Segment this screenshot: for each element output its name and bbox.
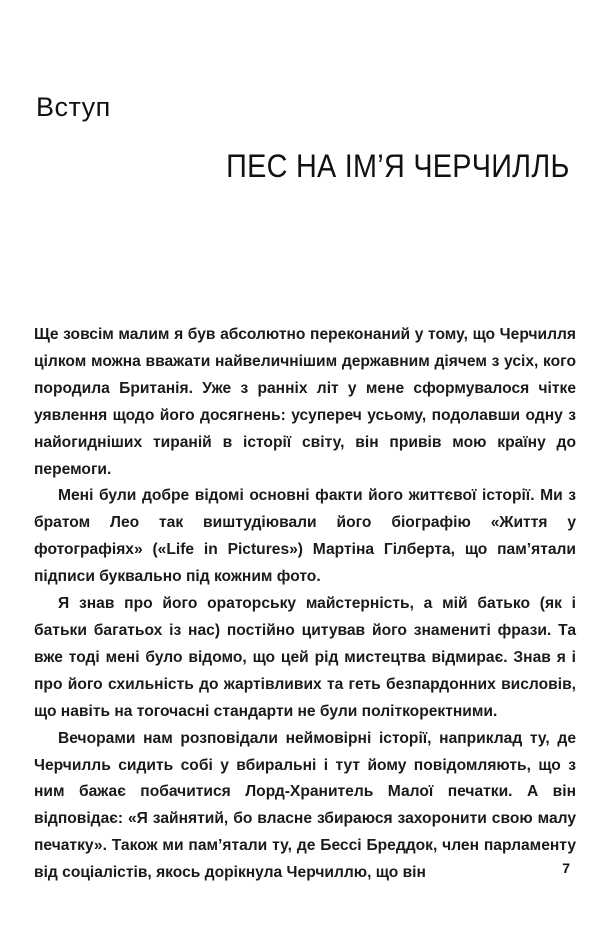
paragraph-4: Вечорами нам розповідали неймовірні історії, наприклад ту, де Черчилль сидить собі у вбиральні і тут йому повідомляють, що з ним бажає побачитися Лорд-Хранитель Малої печатки. А він відповідає: «Я зайнятий, бо власне збираюся захоронити свою малу печатку». Також ми пам’ятали ту, де Бессі Бреддок, член парламенту від соціалістів, якось дорікнула Черчиллю, що він xyxy=(34,729,576,882)
paragraph-3: Я знав про його ораторську майстерність, а мій батько (як і батьки багатьох із нас) постійно цитував його знамениті фрази. Та вже тоді мені було відомо, що цей рід мистецтва відмирає. Знав я і про його схильність до жартівливих та геть безпардонних висловів, що навіть на тогочасні стандарти не були політкоректними. xyxy=(34,595,576,720)
chapter-title: ПЕС НА ІМ’Я ЧЕРЧИЛЛЬ xyxy=(226,148,570,184)
body-text xyxy=(34,322,576,887)
section-label: Вступ xyxy=(36,92,111,122)
page-number: 7 xyxy=(562,860,570,876)
paragraph-1: Ще зовсім малим я був абсолютно переконаний у тому, що Черчилля цілком можна вважати найвеличнішим державним діячем з усіх, кого породила Британія. Уже з ранніх літ у мене сформувалося чітке уявлення щодо його досягнень: усупереч усьому, подолавши одну з найогидніших тираній в історії світу, він привів мою країну до перемоги. xyxy=(34,326,576,478)
paragraph-2: Мені були добре відомі основні факти його життєвої історії. Ми з братом Лео так виштудіювали його біографію «Життя у фотографіях» («Life in Pictures») Мартіна Гілберта, що пам’ятали підписи буквально під кожним фото. xyxy=(34,487,576,586)
